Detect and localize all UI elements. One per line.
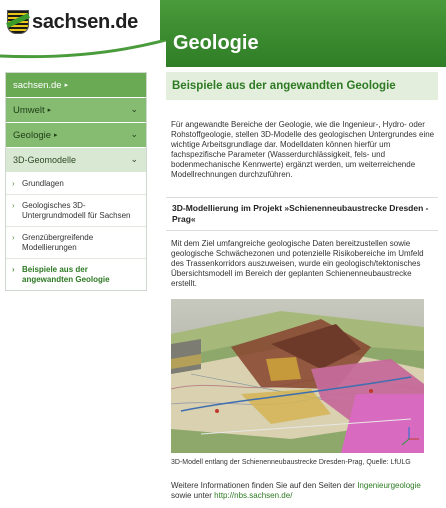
intro-paragraph: Für angewandte Bereiche der Geologie, wie die Ingenieur-, Hydro- oder Rohstoffgeologie, stellen 3D-Modelle des geologischen Untergrundes eine wichtige Arbeitsgrundlage dar. Modelldaten können hierfür um fachspezifische Parameter (Wasserdurchlässigkeit, fels- und bodenmechanische Kennwerte) ergänzt werden, um weiterreichende Modellrechnungen durchzuführen.	[171, 120, 435, 179]
chevron-down-icon[interactable]: ⌄	[130, 129, 138, 139]
section-paragraph: Mit dem Ziel umfangreiche geologische Daten bereitzustellen sowie geologische Schwächezonen und potenzielle Risikobereiche im Umfeld des Trassenkorridors auszuweisen, wurde ein geologisch/tektonisches Übersichtsmodell im Bereich der geplanten Schienenneubaustrecke erstellt.	[171, 239, 424, 288]
more-info-text	[171, 481, 433, 501]
chevron-down-icon[interactable]: ⌄	[130, 104, 138, 114]
3d-model-illustration	[171, 299, 424, 453]
link-nbs-sachsen[interactable]: http://nbs.sachsen.de/	[214, 491, 293, 500]
chevron-down-icon[interactable]: ⌄	[130, 154, 138, 164]
sidebar-item-label: Geologie	[13, 129, 52, 141]
sidebar-item-sachsen[interactable]	[6, 73, 146, 98]
arrow-right-icon: ›	[12, 233, 15, 242]
sidebar-subitem-label: Grenzübergreifende Modellierungen	[22, 233, 94, 252]
sidebar-subitem-label: Geologisches 3D-Untergrundmodell für Sachsen	[22, 201, 131, 220]
arrow-right-icon: ›	[12, 179, 15, 188]
sidebar-item-umwelt[interactable]	[6, 98, 146, 123]
sidebar-subitem-grundlagen[interactable]	[6, 173, 146, 195]
sidebar-subitem-beispiele-active[interactable]	[6, 259, 146, 290]
sidebar-item-label: sachsen.de	[13, 79, 62, 91]
arrow-right-icon: ▸	[47, 107, 52, 114]
sidebar-item-geologie[interactable]	[6, 123, 146, 148]
logo-text: sachsen.de	[32, 10, 138, 33]
header-swoosh	[0, 40, 166, 70]
logo[interactable]	[0, 0, 160, 44]
more-info-middle: sowie unter	[171, 491, 215, 500]
arrow-right-icon: ›	[12, 201, 15, 210]
page-section-title: Geologie	[173, 32, 259, 54]
arrow-right-icon: ▸	[64, 82, 69, 89]
section-heading: 3D-Modellierung im Projekt »Schienenneubaustrecke Dresden - Prag«	[166, 197, 438, 231]
more-info-prefix: Weitere Informationen finden Sie auf den Seiten der	[171, 481, 358, 490]
arrow-right-icon: ▸	[54, 132, 58, 139]
sidebar-item-label: 3D-Geomodelle	[13, 155, 77, 165]
main-content	[166, 72, 438, 289]
sidebar-subitem-label: Beispiele aus der angewandten Geologie	[22, 265, 110, 284]
figure-caption: 3D-Modell entlang der Schienenneubaustrecke Dresden-Prag, Quelle: LfULG	[171, 459, 411, 466]
sidebar-subitem-label: Grundlagen	[22, 179, 64, 188]
saxony-crest-icon	[7, 10, 29, 34]
sidebar-subitem-grenzuebergreifend[interactable]	[6, 227, 146, 259]
sidebar-subitem-3d-untergrundmodell[interactable]	[6, 195, 146, 227]
arrow-right-icon: ›	[12, 265, 15, 274]
geology-3d-model-image[interactable]	[171, 299, 424, 453]
sidebar-nav	[5, 72, 147, 291]
sidebar-item-label: Umwelt	[13, 104, 45, 116]
page-title: Beispiele aus der angewandten Geologie	[166, 72, 438, 100]
link-ingenieurgeologie[interactable]: Ingenieurgeologie	[357, 481, 421, 490]
sidebar-item-3d-geomodelle[interactable]	[6, 148, 146, 173]
